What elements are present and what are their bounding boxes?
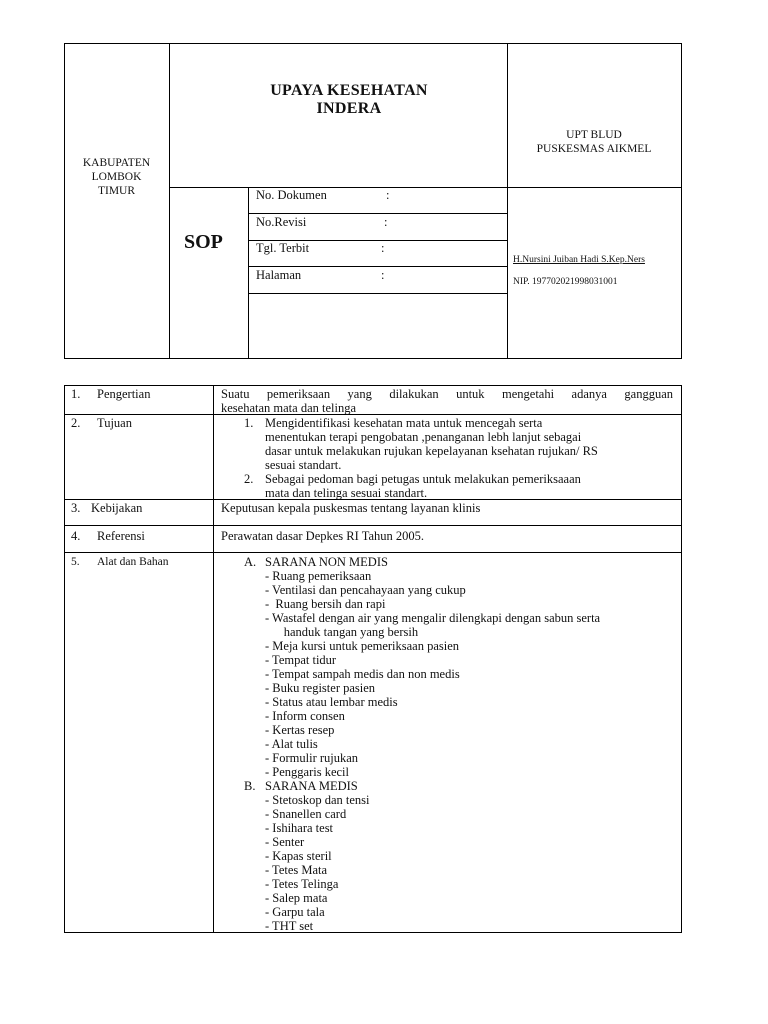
row-referensi-label: Referensi <box>97 529 145 543</box>
group-a-letter: A. <box>244 555 257 569</box>
content-border-left <box>64 385 65 933</box>
non-medis-item: - Alat tulis <box>265 737 318 751</box>
group-b-items <box>265 793 370 933</box>
header-border-left <box>64 43 65 359</box>
row-divider-4 <box>64 552 682 553</box>
tujuan-item-1-line-4: sesuai standart. <box>265 458 342 472</box>
non-medis-item: - Ruang pemeriksaan <box>265 569 372 583</box>
non-medis-item: - Kertas resep <box>265 723 335 737</box>
header-row-divider <box>169 187 682 188</box>
field-divider-4 <box>248 293 507 294</box>
medis-item: - THT set <box>265 919 314 933</box>
row-referensi-number: 4. <box>71 529 81 543</box>
tujuan-item-1-number: 1. <box>244 416 254 430</box>
row-kebijakan-number: 3. <box>71 501 81 515</box>
row-tujuan-number: 2. <box>71 416 81 430</box>
row-alat-number: 5. <box>71 556 80 568</box>
non-medis-item: - Wastafel dengan air yang mengalir dilengkapi dengan sabun serta <box>265 611 601 625</box>
non-medis-item: - Ventilasi dan pencahayaan yang cukup <box>265 583 466 597</box>
non-medis-item: - Ruang bersih dan rapi <box>265 597 386 611</box>
medis-item: - Stetoskop dan tensi <box>265 793 370 807</box>
regency-line-3: TIMUR <box>97 185 136 197</box>
regency-line-1: KABUPATEN <box>82 157 151 169</box>
field-divider-3 <box>248 266 507 267</box>
non-medis-item: - Penggaris kecil <box>265 765 350 779</box>
field-divider-1 <box>248 213 507 214</box>
row-pengertian-text-line-1: Suatu pemeriksaan yang dilakukan untuk mengetahi adanya gangguan <box>221 387 673 401</box>
header-border-right <box>681 43 682 359</box>
document-title <box>169 82 529 118</box>
field-sep-tgl-terbit: : <box>381 241 385 255</box>
medis-item: - Tetes Mata <box>265 863 328 877</box>
sop-label: SOP <box>184 231 223 253</box>
non-medis-item: - Tempat tidur <box>265 653 337 667</box>
regency-line-2: LOMBOK <box>91 171 142 183</box>
field-label-no-dokumen: No. Dokumen <box>256 188 327 202</box>
content-column-divider <box>213 385 214 933</box>
field-label-halaman: Halaman <box>256 268 302 282</box>
non-medis-item: - Buku register pasien <box>265 681 376 695</box>
non-medis-item: handuk tangan yang bersih <box>265 625 419 639</box>
facility-line-1: UPT BLUD <box>566 129 622 141</box>
content-border-right <box>681 385 682 933</box>
tujuan-item-2-number: 2. <box>244 472 254 486</box>
tujuan-item-1-line-2: menentukan terapi pengobatan ,penanganan lebh lanjut sebagai <box>265 430 582 444</box>
field-sep-no-dokumen: : <box>386 188 390 202</box>
content-border-top <box>64 385 682 386</box>
medis-item: - Salep mata <box>265 891 328 905</box>
medis-item: - Kapas steril <box>265 849 332 863</box>
header-border-bottom <box>64 358 682 359</box>
signer-nip: NIP. 197702021998031001 <box>513 277 618 287</box>
non-medis-item: - Tempat sampah medis dan non medis <box>265 667 460 681</box>
row-alat-label: Alat dan Bahan <box>97 556 169 568</box>
medis-item: - Senter <box>265 835 305 849</box>
group-a-title: SARANA NON MEDIS <box>265 555 388 569</box>
row-kebijakan-label: Kebijakan <box>91 501 143 515</box>
header-border-top <box>64 43 682 44</box>
non-medis-item: - Formulir rujukan <box>265 751 359 765</box>
field-sep-no-revisi: : <box>384 215 388 229</box>
content-border-bottom <box>64 932 682 933</box>
signer-name: H.Nursini Juiban Hadi S.Kep.Ners <box>513 255 645 265</box>
facility-line-2: PUSKESMAS AIKMEL <box>536 143 652 155</box>
tujuan-item-2-line-2: mata dan telinga sesuai standart. <box>265 486 428 500</box>
tujuan-item-1-line-1: Mengidentifikasi kesehatan mata untuk mencegah serta <box>265 416 543 430</box>
document-title-line-2: INDERA <box>316 100 382 117</box>
field-label-no-revisi: No.Revisi <box>256 215 307 229</box>
non-medis-item: - Inform consen <box>265 709 345 723</box>
row-pengertian-label: Pengertian <box>97 387 151 401</box>
group-b-title: SARANA MEDIS <box>265 779 358 793</box>
field-label-tgl-terbit: Tgl. Terbit <box>256 241 310 255</box>
regency-name <box>64 156 169 198</box>
group-b-letter: B. <box>244 779 256 793</box>
group-a-items <box>265 569 600 779</box>
field-sep-halaman: : <box>381 268 385 282</box>
row-kebijakan-text: Keputusan kepala puskesmas tentang layanan klinis <box>221 501 481 515</box>
medis-item: - Tetes Telinga <box>265 877 339 891</box>
non-medis-item: - Meja kursi untuk pemeriksaan pasien <box>265 639 460 653</box>
tujuan-item-1-line-3: dasar untuk melakukan rujukan kepelayanan ksehatan rujukan/ RS <box>265 444 598 458</box>
row-pengertian-text-line-2: kesehatan mata dan telinga <box>221 401 357 415</box>
row-pengertian-number: 1. <box>71 387 81 401</box>
row-referensi-text: Perawatan dasar Depkes RI Tahun 2005. <box>221 529 425 543</box>
row-tujuan-label: Tujuan <box>97 416 132 430</box>
tujuan-item-2-line-1: Sebagai pedoman bagi petugas untuk melakukan pemeriksaaan <box>265 472 581 486</box>
document-title-line-1: UPAYA KESEHATAN <box>270 82 428 99</box>
row-divider-3 <box>64 525 682 526</box>
medis-item: - Snanellen card <box>265 807 347 821</box>
facility-name <box>507 128 681 156</box>
row-divider-1 <box>64 414 682 415</box>
medis-item: - Garpu tala <box>265 905 325 919</box>
non-medis-item: - Status atau lembar medis <box>265 695 398 709</box>
medis-item: - Ishihara test <box>265 821 334 835</box>
